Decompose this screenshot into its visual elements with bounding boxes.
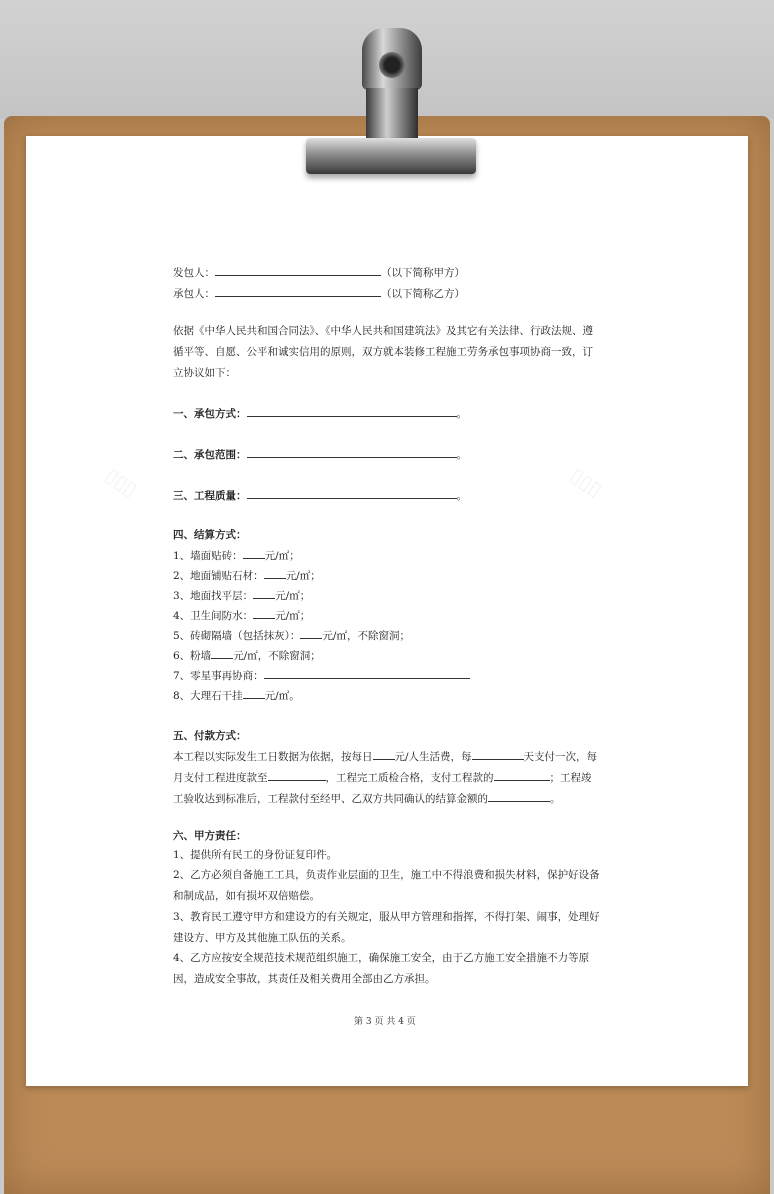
party-a-line: [173, 264, 465, 280]
section-6-title: 六、甲方责任：: [173, 830, 247, 842]
section-3: [173, 487, 467, 503]
section-1: [173, 405, 467, 421]
settle-item-5-blank: [300, 627, 322, 639]
party-a-note: （以下简称甲方）: [381, 267, 465, 279]
party-b-note: （以下简称乙方）: [381, 288, 465, 300]
section-3-title: 三、工程质量：: [173, 490, 247, 502]
payment-line-3-b: 。: [550, 793, 561, 805]
section-4-title: 四、结算方式：: [173, 529, 247, 541]
party-b-label: 承包人：: [173, 288, 215, 300]
settle-item-3: [173, 587, 310, 603]
settle-item-3-unit: 元/㎡；: [275, 590, 311, 602]
payment-daily-blank: [373, 748, 395, 760]
payment-final-blank: [488, 790, 550, 802]
settle-item-5-label: 5、砖砌隔墙（包括抹灰）：: [173, 630, 301, 642]
resp-item-2: 2、乙方必须自备施工工具，负责作业层面的卫生，施工中不得浪费和损失材料，保护好设备和制成品，如有损坏双倍赔偿。: [173, 869, 600, 902]
payment-line-3: [173, 790, 561, 806]
section-2: [173, 446, 467, 462]
section-3-blank: [247, 487, 457, 499]
payment-line-3-a: 工验收达到标准后，工程款付至经甲、乙双方共同确认的结算金额的: [173, 793, 488, 805]
payment-percent-blank: [494, 769, 550, 781]
settle-item-2-blank: [264, 567, 286, 579]
party-b-blank: [215, 285, 381, 297]
payment-progress-blank: [268, 769, 326, 781]
settle-item-6-unit: 元/㎡，不除窗洞；: [233, 650, 321, 662]
party-a-blank: [215, 264, 381, 276]
page-number: 第 3 页 共 4 页: [354, 1017, 416, 1027]
settle-item-8-blank: [243, 687, 265, 699]
settle-item-2-unit: 元/㎡；: [285, 570, 321, 582]
binder-clip-base: [306, 138, 476, 174]
payment-line-1-b: 元/人生活费，每: [394, 751, 472, 763]
settle-item-6-blank: [211, 647, 233, 659]
settle-item-5: [173, 627, 410, 643]
payment-line-2-b: ，工程完工质检合格，支付工程款的: [325, 772, 494, 784]
settle-item-1: [173, 547, 300, 563]
settle-item-3-blank: [253, 587, 275, 599]
settle-item-2-label: 2、地面铺贴石材：: [173, 570, 264, 582]
binder-clip-hole: [379, 52, 405, 78]
settle-item-8: [173, 687, 300, 703]
resp-item-4: 4、乙方应按安全规范技术规范组织施工，确保施工安全，由于乙方施工安全措施不力等原因，造成安全事故，其责任及相关费用全部由乙方承担。: [173, 952, 590, 985]
watermark-mark: ▯▯▯: [101, 462, 142, 502]
payment-line-2-a: 月支付工程进度款至: [173, 772, 268, 784]
section-5-title: 五、付款方式：: [173, 730, 247, 742]
settle-item-6-label: 6、粉墙: [173, 650, 212, 662]
payment-line-2: [173, 769, 592, 785]
party-a-label: 发包人：: [173, 267, 215, 279]
watermark-mark: ▯▯▯: [566, 462, 607, 502]
section-1-period: 。: [456, 408, 467, 420]
section-3-period: 。: [456, 490, 467, 502]
payment-line-1-a: 本工程以实际发生工日数据为依据，按每日: [173, 751, 373, 763]
settle-item-6: [173, 647, 321, 663]
section-2-title: 二、承包范围：: [173, 449, 247, 461]
settle-item-7-label: 7、零星事再协商：: [173, 670, 264, 682]
resp-item-1: 1、提供所有民工的身份证复印件。: [173, 849, 338, 861]
settle-item-4-blank: [253, 607, 275, 619]
section-2-blank: [247, 446, 457, 458]
intro-paragraph: 依据《中华人民共和国合同法》、《中华人民共和国建筑法》及其它有关法律、行政法规、遵循平等、自愿、公平和诚实信用的原则，双方就本装修工程施工劳务承包事项协商一致，订立协议如下：: [173, 325, 593, 379]
settle-item-2: [173, 567, 321, 583]
settle-item-1-blank: [243, 547, 265, 559]
resp-item-3: 3、教育民工遵守甲方和建设方的有关规定，服从甲方管理和指挥，不得打架、闹事，处理好建设方、甲方及其他施工队伍的关系。: [173, 911, 600, 944]
settle-item-7-blank: [264, 667, 470, 679]
payment-days-blank: [472, 748, 524, 760]
section-1-title: 一、承包方式：: [173, 408, 247, 420]
payment-line-1: [173, 748, 597, 764]
binder-clip-neck: [366, 88, 418, 142]
settle-item-4: [173, 607, 310, 623]
settle-item-7: [173, 667, 470, 683]
settle-item-1-label: 1、墙面贴砖：: [173, 550, 243, 562]
payment-line-1-c: 天支付一次，每: [523, 751, 598, 763]
party-b-line: [173, 285, 465, 301]
settle-item-4-label: 4、卫生间防水：: [173, 610, 254, 622]
settle-item-1-unit: 元/㎡；: [264, 550, 300, 562]
settle-item-3-label: 3、地面找平层：: [173, 590, 254, 602]
settle-item-5-unit: 元/㎡，不除窗洞；: [322, 630, 410, 642]
payment-line-2-c: ；工程竣: [549, 772, 592, 784]
settle-item-8-unit: 元/㎡。: [264, 690, 300, 702]
section-2-period: 。: [456, 449, 467, 461]
settle-item-8-label: 8、大理石干挂: [173, 690, 243, 702]
settle-item-4-unit: 元/㎡；: [275, 610, 311, 622]
section-1-blank: [247, 405, 457, 417]
